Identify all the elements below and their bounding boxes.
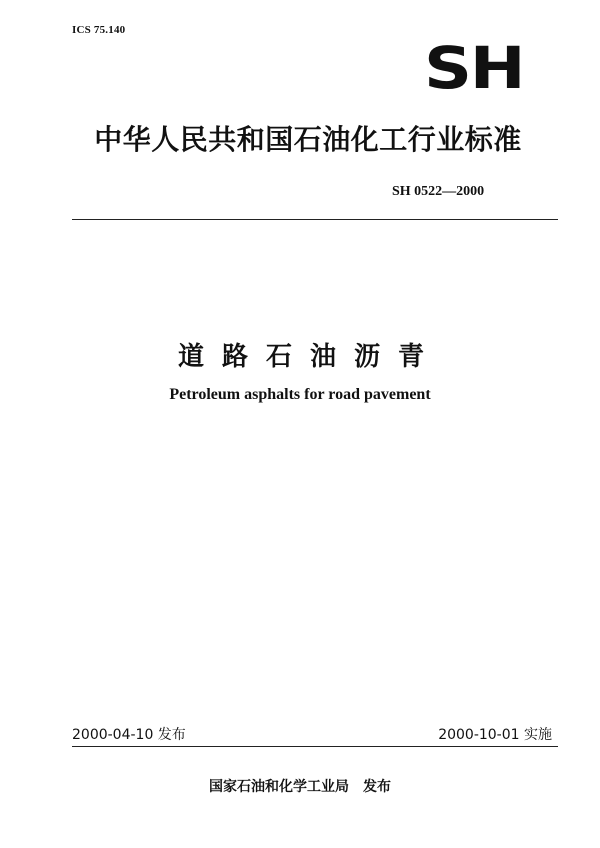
footer-divider: [72, 746, 558, 747]
header-divider: [72, 219, 558, 220]
standard-title: 中华人民共和国石油化工行业标准: [94, 123, 522, 156]
sh-logo: SH: [424, 34, 524, 102]
implementation-date: 2000-10-01 实施: [438, 727, 552, 743]
issue-date: 2000-04-10 发布: [72, 727, 186, 743]
standard-number: SH 0522—2000: [392, 184, 485, 199]
issuer-action: 发布: [363, 779, 391, 795]
issuer-line: [0, 776, 600, 796]
issuer-name: 国家石油和化学工业局: [209, 779, 349, 795]
ics-code: ICS 75.140: [72, 24, 126, 36]
document-title-cn: 道路石油沥青: [177, 342, 442, 372]
document-title-en: Petroleum asphalts for road pavement: [169, 386, 431, 403]
